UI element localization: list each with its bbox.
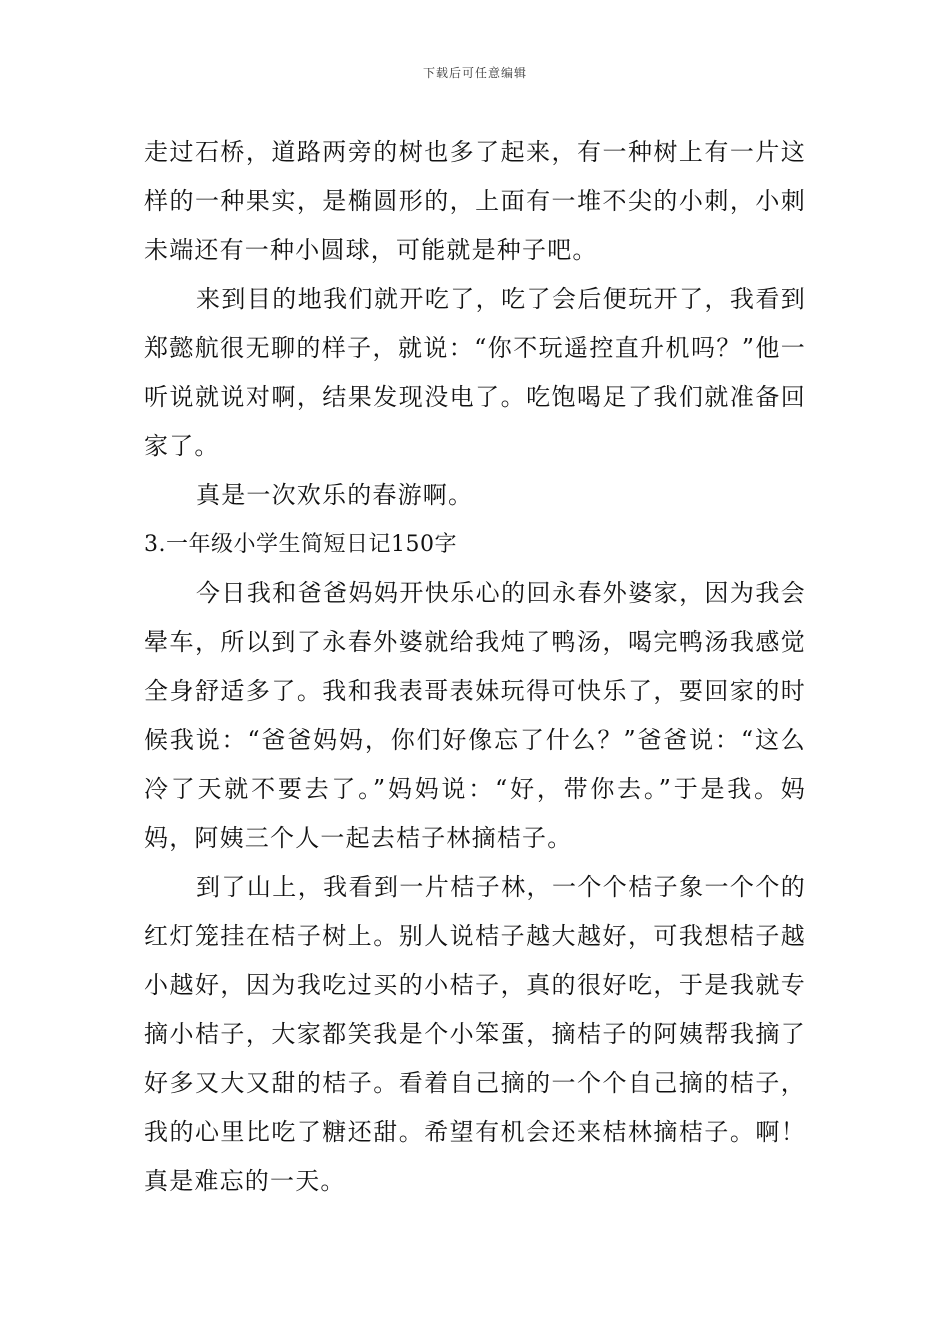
page-header: 下载后可任意编辑 [422,66,527,80]
paragraph-spring-outing: 真是一次欢乐的春游啊。 [196,481,474,509]
paragraph-destination: 来到目的地我们就开吃了，吃了会后便玩开了，我看到郑懿航很无聊的样子，就说：“你不玩遥控直升机吗？”他一听说就说对啊，结果发现没电了。吃饱喝足了我们就准备回家了。 [144,285,806,460]
section-heading: 3.一年级小学生简短日记150字 [144,532,457,557]
document-body [144,128,806,1206]
paragraph-orange-grove: 到了山上，我看到一片桔子林，一个个桔子象一个个的红灯笼挂在桔子树上。别人说桔子越大越好，可我想桔子越小越好，因为我吃过买的小桔子，真的很好吃，于是我就专摘小桔子，大家都笑我是个小笨蛋，摘桔子的阿姨帮我摘了好多又大又甜的桔子。看着自己摘的一个个自己摘的桔子，我的心里比吃了糖还甜。希望有机会还来桔林摘桔子。啊！真是难忘的一天。 [144,873,806,1195]
paragraph-grandma-house: 今日我和爸爸妈妈开快乐心的回永春外婆家，因为我会晕车，所以到了永春外婆就给我炖了鸭汤，喝完鸭汤我感觉全身舒适多了。我和我表哥表妹玩得可快乐了，要回家的时候我说：“爸爸妈妈，你们好像忘了什么？”爸爸说：“这么冷了天就不要去了。”妈妈说：“好，带你去。”于是我。妈妈，阿姨三个人一起去桔子林摘桔子。 [144,579,806,852]
paragraph-stone-bridge: 走过石桥，道路两旁的树也多了起来，有一种树上有一片这样的一种果实，是椭圆形的，上面有一堆不尖的小刺，小刺未端还有一种小圆球，可能就是种子吧。 [144,138,806,264]
